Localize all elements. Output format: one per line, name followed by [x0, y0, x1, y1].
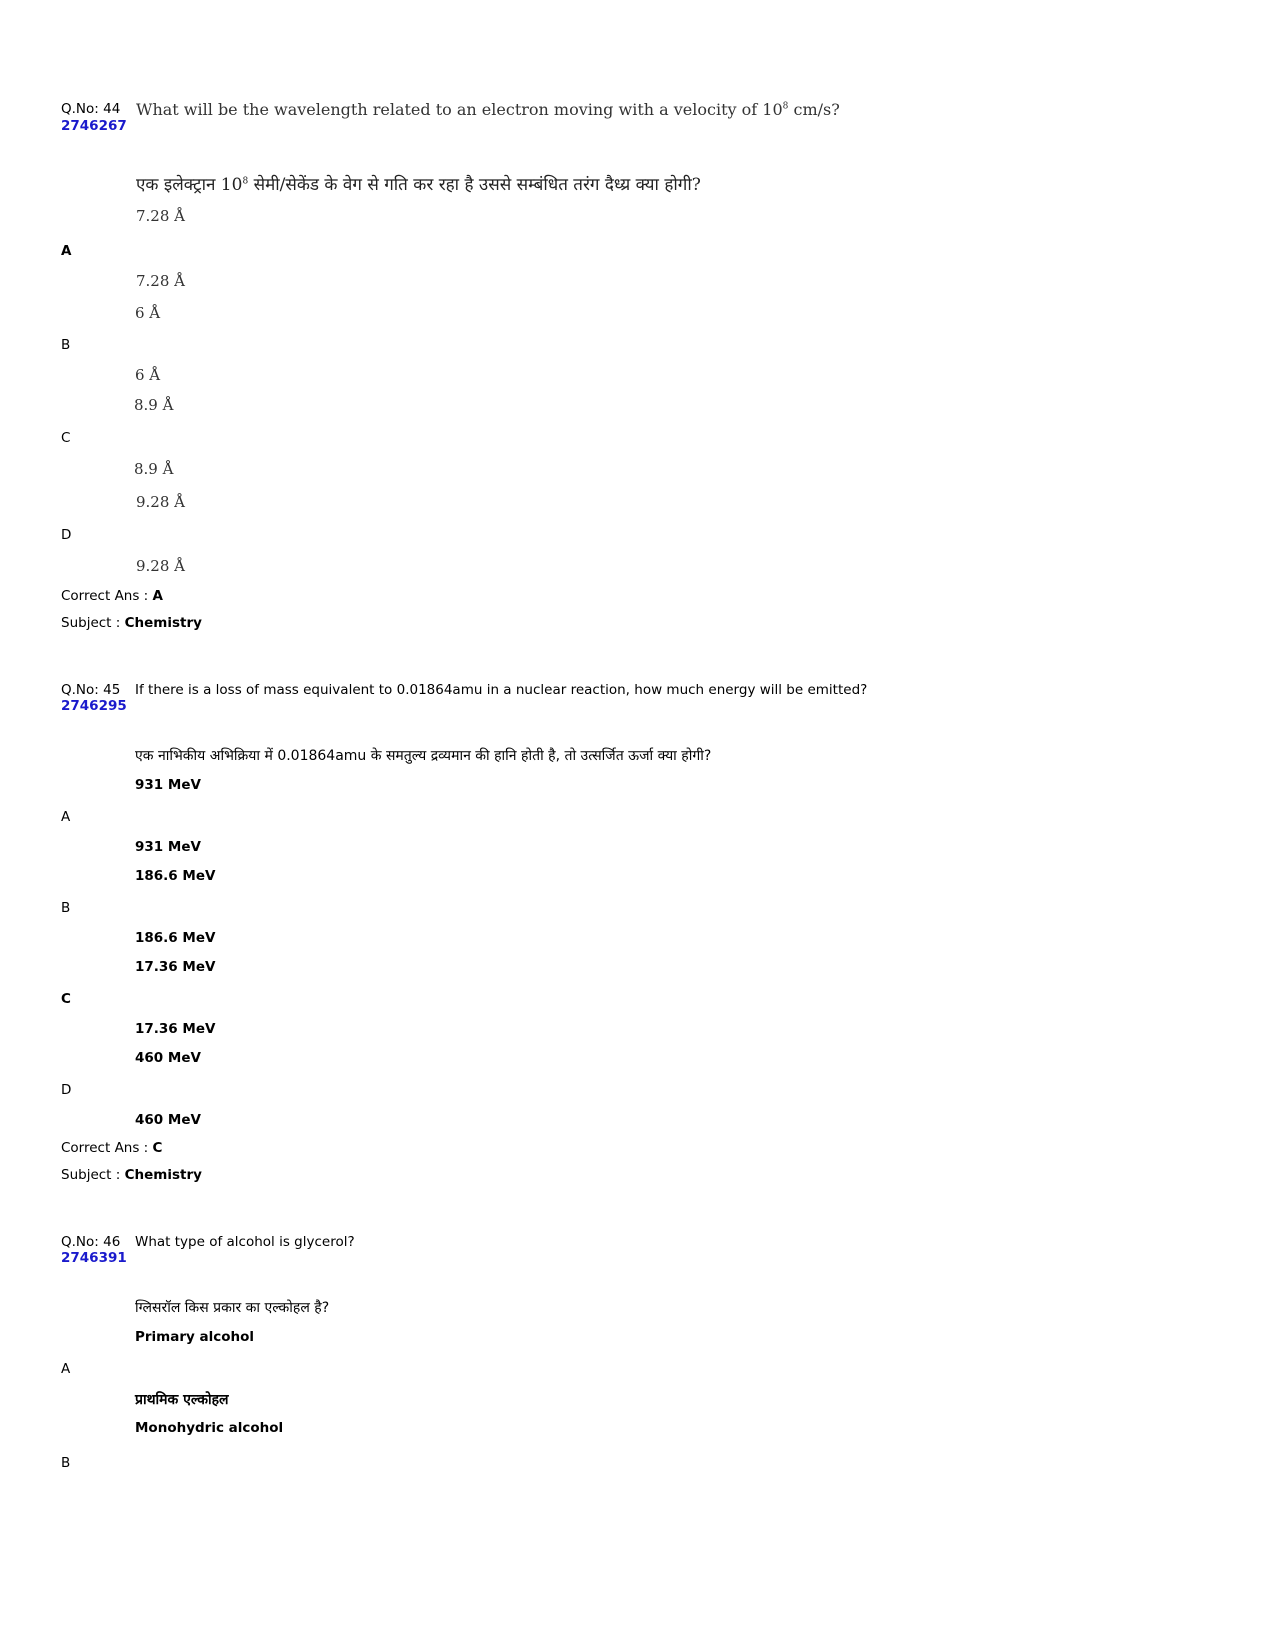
option-letter: D: [61, 527, 72, 543]
question-number: Q.No: 44: [61, 101, 121, 117]
option-text-hi: 460 MeV: [135, 1112, 201, 1128]
option-text-hi: 7.28 Å: [136, 272, 185, 290]
option-letter: D: [61, 1082, 72, 1098]
option-text-hi: 17.36 MeV: [135, 1021, 216, 1037]
option-letter: A: [61, 1361, 71, 1377]
question-text-hi: एक इलेक्ट्रान $10^8$ सेमी/सेकेंड के वेग से गति कर रहा है उससे सम्बंधित तरंग दैध्य्र क्या होगी?: [136, 175, 701, 195]
option-letter: A: [61, 243, 72, 259]
option-text-hi: 8.9 Å: [134, 460, 174, 478]
option-text-en: 186.6 MeV: [135, 868, 216, 884]
option-letter: B: [61, 900, 71, 916]
option-text-en: 460 MeV: [135, 1050, 201, 1066]
option-letter: B: [61, 337, 71, 353]
option-text-en: 6 Å: [135, 304, 161, 322]
question-id: 2746267: [61, 118, 127, 134]
option-text-en: Primary alcohol: [135, 1329, 255, 1345]
question-text-en: If there is a loss of mass equivalent to 0.01864amu in a nuclear reaction, how much energy will be emitted?: [135, 682, 868, 698]
question-text-en: What type of alcohol is glycerol?: [135, 1234, 355, 1250]
question-id: 2746295: [61, 698, 127, 714]
correct-answer: Correct Ans : C: [61, 1140, 163, 1156]
option-text-en: 931 MeV: [135, 777, 201, 793]
correct-answer: Correct Ans : A: [61, 588, 163, 604]
question-number: Q.No: 45: [61, 682, 121, 698]
option-text-en: 9.28 Å: [136, 493, 185, 511]
option-text-en: 8.9 Å: [134, 396, 174, 414]
option-text-en: 17.36 MeV: [135, 959, 216, 975]
option-letter: C: [61, 430, 71, 446]
option-text-en: Monohydric alcohol: [135, 1420, 284, 1436]
option-letter: B: [61, 1455, 71, 1471]
option-text-en: 7.28 Å: [136, 207, 185, 225]
question-id: 2746391: [61, 1250, 127, 1266]
question-text-hi: ग्लिसरॉल किस प्रकार का एल्कोहल है?: [135, 1300, 330, 1316]
option-text-hi: 186.6 MeV: [135, 930, 216, 946]
option-text-hi: 6 Å: [135, 366, 161, 384]
option-letter: C: [61, 991, 71, 1007]
option-text-hi: प्राथमिक एल्कोहल: [135, 1392, 229, 1408]
question-text-hi: एक नाभिकीय अभिक्रिया में 0.01864amu के समतुल्य द्रव्यमान की हानि होती है, तो उत्सर्जित ऊर्जा क्या होगी?: [135, 748, 712, 764]
option-letter: A: [61, 809, 71, 825]
question-text-en: What will be the wavelength related to an electron moving with a velocity of $10^8$ cm/s?: [136, 100, 840, 119]
subject: Subject : Chemistry: [61, 1167, 202, 1183]
question-number: Q.No: 46: [61, 1234, 121, 1250]
subject: Subject : Chemistry: [61, 615, 202, 631]
option-text-hi: 931 MeV: [135, 839, 201, 855]
option-text-hi: 9.28 Å: [136, 557, 185, 575]
